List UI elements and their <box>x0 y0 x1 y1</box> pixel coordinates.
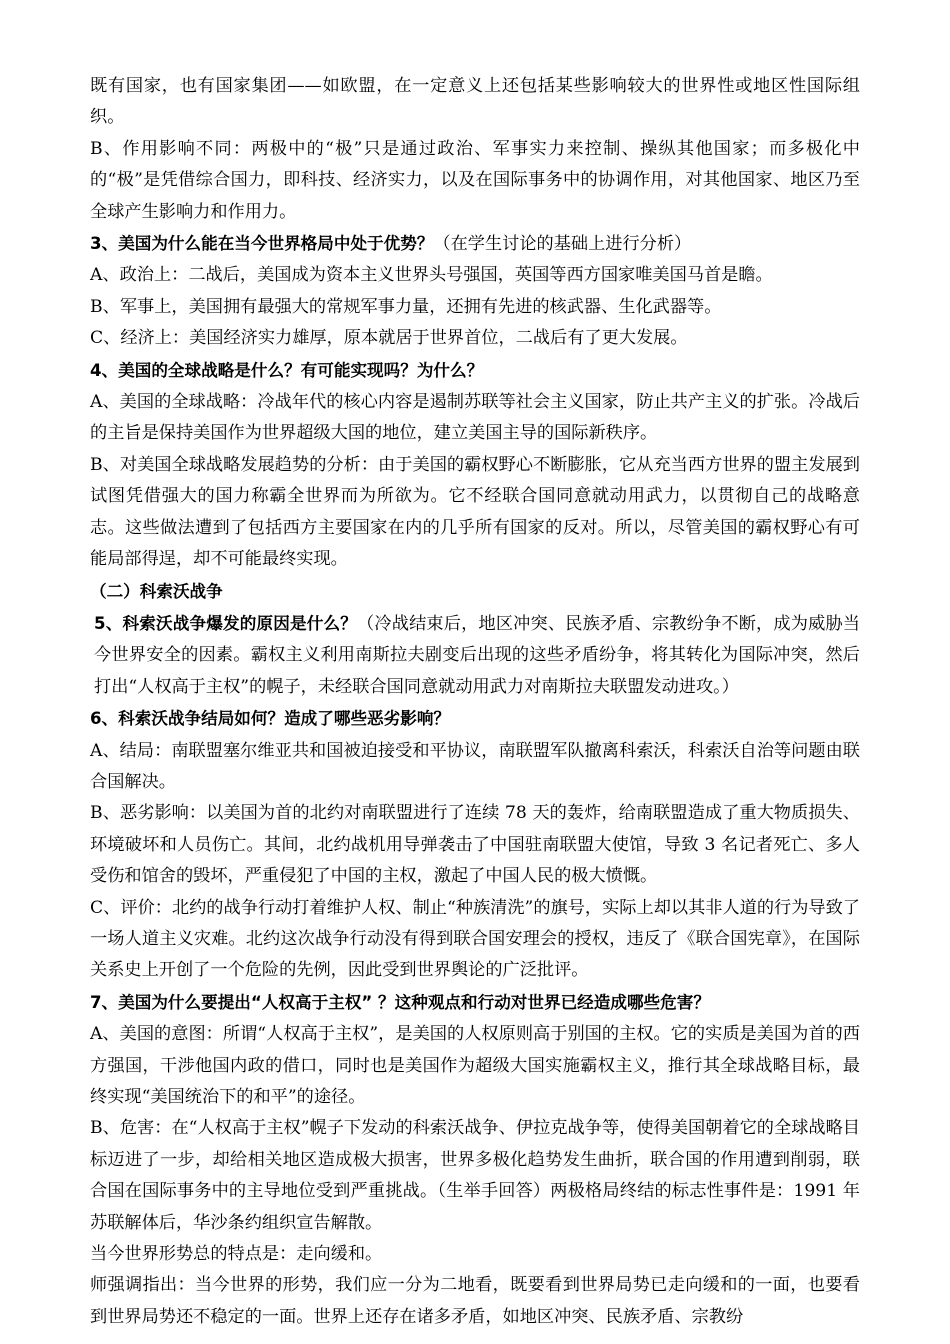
teacher-emphasis: 师强调指出：当今世界的形势，我们应一分为二地看，既要看到世界局势已走向缓和的一面，也要看到世界局势还不稳定的一面。世界上还存在诸多矛盾，如地区冲突、民族矛盾、宗教纷 <box>90 1275 860 1327</box>
paragraph-b-influence: B、作用影响不同：两极中的“极”只是通过政治、军事实力来控制、操纵其他国家；而多极化中的“极”是凭借综合国力，即科技、经济实力，以及在国际事务中的协调作用，对其他国家、地区乃至全球产生影响力和作用力。 <box>90 138 860 222</box>
section-heading-text: （二）科索沃战争 <box>90 581 223 601</box>
answer-6a: A、结局：南联盟塞尔维亚共和国被迫接受和平协议，南联盟军队撤离科索沃，科索沃自治等问题由联合国解决。 <box>90 740 860 792</box>
question-3-note: （在学生讨论的基础上进行分析） <box>433 234 692 255</box>
paragraph-continuation: 既有国家，也有国家集团——如欧盟，在一定意义上还包括某些影响较大的世界性或地区性国际组织。 <box>90 76 860 128</box>
answer-4b: B、对美国全球战略发展趋势的分析：由于美国的霸权野心不断膨胀，它从充当西方世界的盟主发展到试图凭借强大的国力称霸全世界而为所欲为。它不经联合国同意就动用武力，以贯彻自己的战略意志。这些做法遭到了包括西方主要国家在内的几乎所有国家的反对。所以，尽管美国的霸权野心有可能局部得逞，却不可能最终实现。 <box>90 454 860 570</box>
question-3 <box>90 228 860 260</box>
answer-6c: C、评价：北约的战争行动打着维护人权、制止“种族清洗”的旗号，实际上却以其非人道的行为导致了一场人道主义灾难。北约这次战争行动没有得到联合国安理会的授权，违反了《联合国宪章》，在国际关系史上开创了一个危险的先例，因此受到世界舆论的广泛批评。 <box>90 897 860 981</box>
question-5 <box>90 608 860 703</box>
answer-7b: B、危害：在“人权高于主权”幌子下发动的科索沃战争、伊拉克战争等，使得美国朝着它的全球战略目标迈进了一步，却给相关地区造成极大损害，世界多极化趋势发生曲折，联合国的作用遭到削弱，联合国在国际事务中的主导地位受到严重挑战。（生举手回答）两极格局终结的标志性事件是：1991 年苏联解体后，华沙条约组织宣告解散。 <box>90 1118 860 1233</box>
document-page <box>90 71 860 1333</box>
question-7-heading: 7、美国为什么要提出“人权高于主权” ？这种观点和行动对世界已经造成哪些危害？ <box>90 992 710 1012</box>
question-5-note: （冷战结束后，地区冲突、民族矛盾、宗教纷争不断，成为威胁当今世界安全的因素。霸权主义利用南斯拉夫剧变后出现的这些矛盾纷争，将其转化为国际冲突，然后打出“人权高于主权”的幌子，未经联合国同意就动用武力对南斯拉夫联盟发动进攻。） <box>94 613 860 697</box>
answer-7a: A、美国的意图：所谓“人权高于主权”，是美国的人权原则高于别国的主权。它的实质是美国为首的西方强国，干涉他国内政的借口，同时也是美国作为超级大国实施霸权主义，推行其全球战略目标，最终实现“美国统治下的和平”的途径。 <box>90 1024 860 1107</box>
question-7 <box>90 987 860 1019</box>
summary-line: 当今世界形势总的特点是：走向缓和。 <box>90 1244 383 1265</box>
answer-4a: A、美国的全球战略：冷战年代的核心内容是遏制苏联等社会主义国家，防止共产主义的扩张。冷战后的主旨是保持美国作为世界超级大国的地位，建立美国主导的国际新秩序。 <box>90 392 860 444</box>
question-4-heading: 4、美国的全球战略是什么？有可能实现吗？为什么？ <box>90 360 484 380</box>
question-6 <box>90 703 860 735</box>
section-heading-kosovo <box>90 576 860 608</box>
answer-6b: B、恶劣影响：以美国为首的北约对南联盟进行了连续 78 天的轰炸，给南联盟造成了重大物质损失、环境破坏和人员伤亡。其间，北约战机用导弹袭击了中国驻南联盟大使馆，导致 3 名记者死亡、多人受伤和馆舍的毁坏，严重侵犯了中国的主权，激起了中国人民的极大愤慨。 <box>90 803 860 887</box>
question-4 <box>90 355 860 387</box>
answer-3b: B、军事上，美国拥有最强大的常规军事力量，还拥有先进的核武器、生化武器等。 <box>90 296 722 317</box>
question-3-heading: 3、美国为什么能在当今世界格局中处于优势？ <box>90 234 434 254</box>
question-6-heading: 6、科索沃战争结局如何？造成了哪些恶劣影响？ <box>90 709 451 729</box>
answer-3a: A、政治上：二战后，美国成为资本主义世界头号强国，英国等西方国家唯美国马首是瞻。 <box>90 265 773 286</box>
question-5-heading: 5、科索沃战争爆发的原因是什么？ <box>94 613 358 633</box>
answer-3c: C、经济上：美国经济实力雄厚，原本就居于世界首位，二战后有了更大发展。 <box>90 328 688 349</box>
